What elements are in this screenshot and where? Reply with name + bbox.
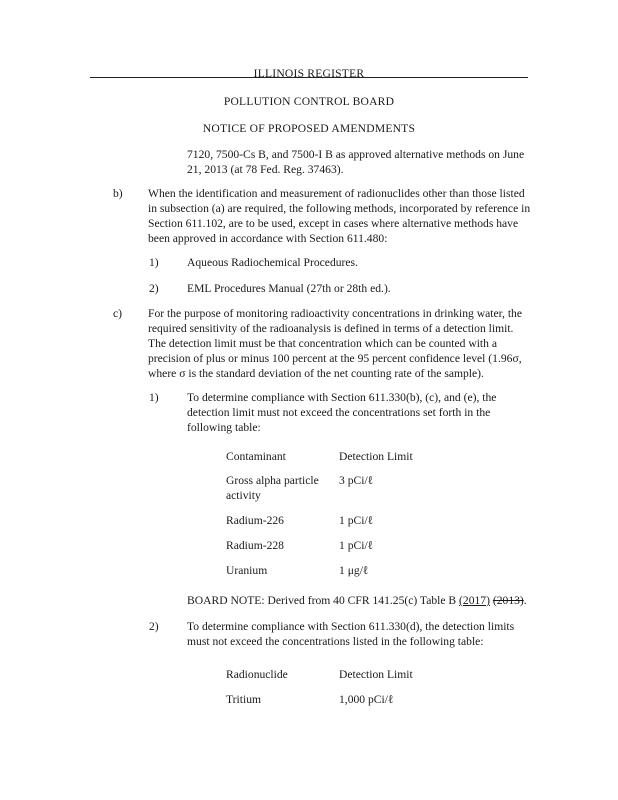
item-c2-num: 2): [149, 620, 159, 633]
table1-row-name: Uranium: [226, 564, 268, 577]
section-b-item-text: Aqueous Radiochemical Procedures.: [187, 256, 358, 269]
board-note-removed-year: (2013): [492, 594, 524, 607]
section-c-line: precision of plus or minus 100 percent at the 95 percent confidence level (1.96σ,: [148, 352, 522, 365]
section-b-line: in subsection (a) are required, the following methods, incorporated by reference in: [148, 202, 531, 215]
continuation-line-1: 7120, 7500-Cs B, and 7500-I B as approved alternative methods on June: [187, 148, 525, 161]
table1-row-name-cont: activity: [226, 489, 261, 502]
table1-row-name: Radium-228: [226, 539, 284, 552]
section-b-item-num: 2): [149, 282, 159, 295]
table1-row-name: Radium-226: [226, 514, 284, 527]
section-b-label: b): [113, 187, 123, 200]
table1-row-name: Gross alpha particle: [226, 474, 319, 487]
item-c1-num: 1): [149, 391, 159, 404]
table2-row-limit: 1,000 pCi/ℓ: [339, 693, 394, 706]
table2-row-name: Tritium: [226, 693, 262, 706]
item-c2-line: To determine compliance with Section 611.330(d), the detection limits: [187, 620, 515, 633]
board-title: POLLUTION CONTROL BOARD: [223, 95, 395, 108]
section-c-label: c): [113, 307, 123, 320]
board-note-text: BOARD NOTE: Derived from 40 CFR 141.25(c) Table B: [187, 594, 460, 607]
continuation-line-2: 21, 2013 (at 78 Fed. Reg. 37463).: [187, 163, 344, 176]
board-note-period: .: [523, 594, 527, 607]
item-c2-line: must not exceed the concentrations listed in the following table:: [187, 635, 484, 648]
table1-header-contaminant: Contaminant: [226, 450, 286, 463]
table2-header-radionuclide: Radionuclide: [226, 668, 288, 681]
section-b-line: Section 611.102, are to be used, except in cases where alternative methods have: [148, 217, 519, 230]
table1-row-limit: 3 pCi/ℓ: [339, 474, 374, 487]
table1-row-limit: 1 pCi/ℓ: [339, 539, 374, 552]
notice-title: NOTICE OF PROPOSED AMENDMENTS: [202, 122, 416, 135]
table1-row-limit: 1 μg/ℓ: [339, 564, 369, 577]
table2-header-detection-limit: Detection Limit: [339, 668, 413, 681]
item-c1-line: detection limit must not exceed the concentrations set forth in the: [187, 406, 491, 419]
table1-header-detection-limit: Detection Limit: [339, 450, 413, 463]
section-c-line: where σ is the standard deviation of the net counting rate of the sample).: [148, 367, 484, 380]
section-b-item-text: EML Procedures Manual (27th or 28th ed.).: [187, 282, 391, 295]
section-c-line: For the purpose of monitoring radioactivity concentrations in drinking water, the: [148, 307, 522, 320]
section-b-item-num: 1): [149, 256, 159, 269]
section-b-line: When the identification and measurement of radionuclides other than those listed: [148, 187, 525, 200]
table1-row-limit: 1 pCi/ℓ: [339, 514, 374, 527]
header-rule: [90, 77, 528, 78]
section-c-line: required sensitivity of the radioanalysis is defined in terms of a detection limit.: [148, 322, 514, 335]
board-note: [187, 593, 527, 608]
item-c1-line: following table:: [187, 421, 261, 434]
item-c1-line: To determine compliance with Section 611.330(b), (c), and (e), the: [187, 391, 497, 404]
section-b-line: been approved in accordance with Section 611.480:: [148, 232, 388, 245]
register-title: ILLINOIS REGISTER: [253, 67, 365, 80]
section-c-line: The detection limit must be that concentration which can be counted with a: [148, 337, 497, 350]
board-note-added-year: (2017): [459, 594, 490, 607]
